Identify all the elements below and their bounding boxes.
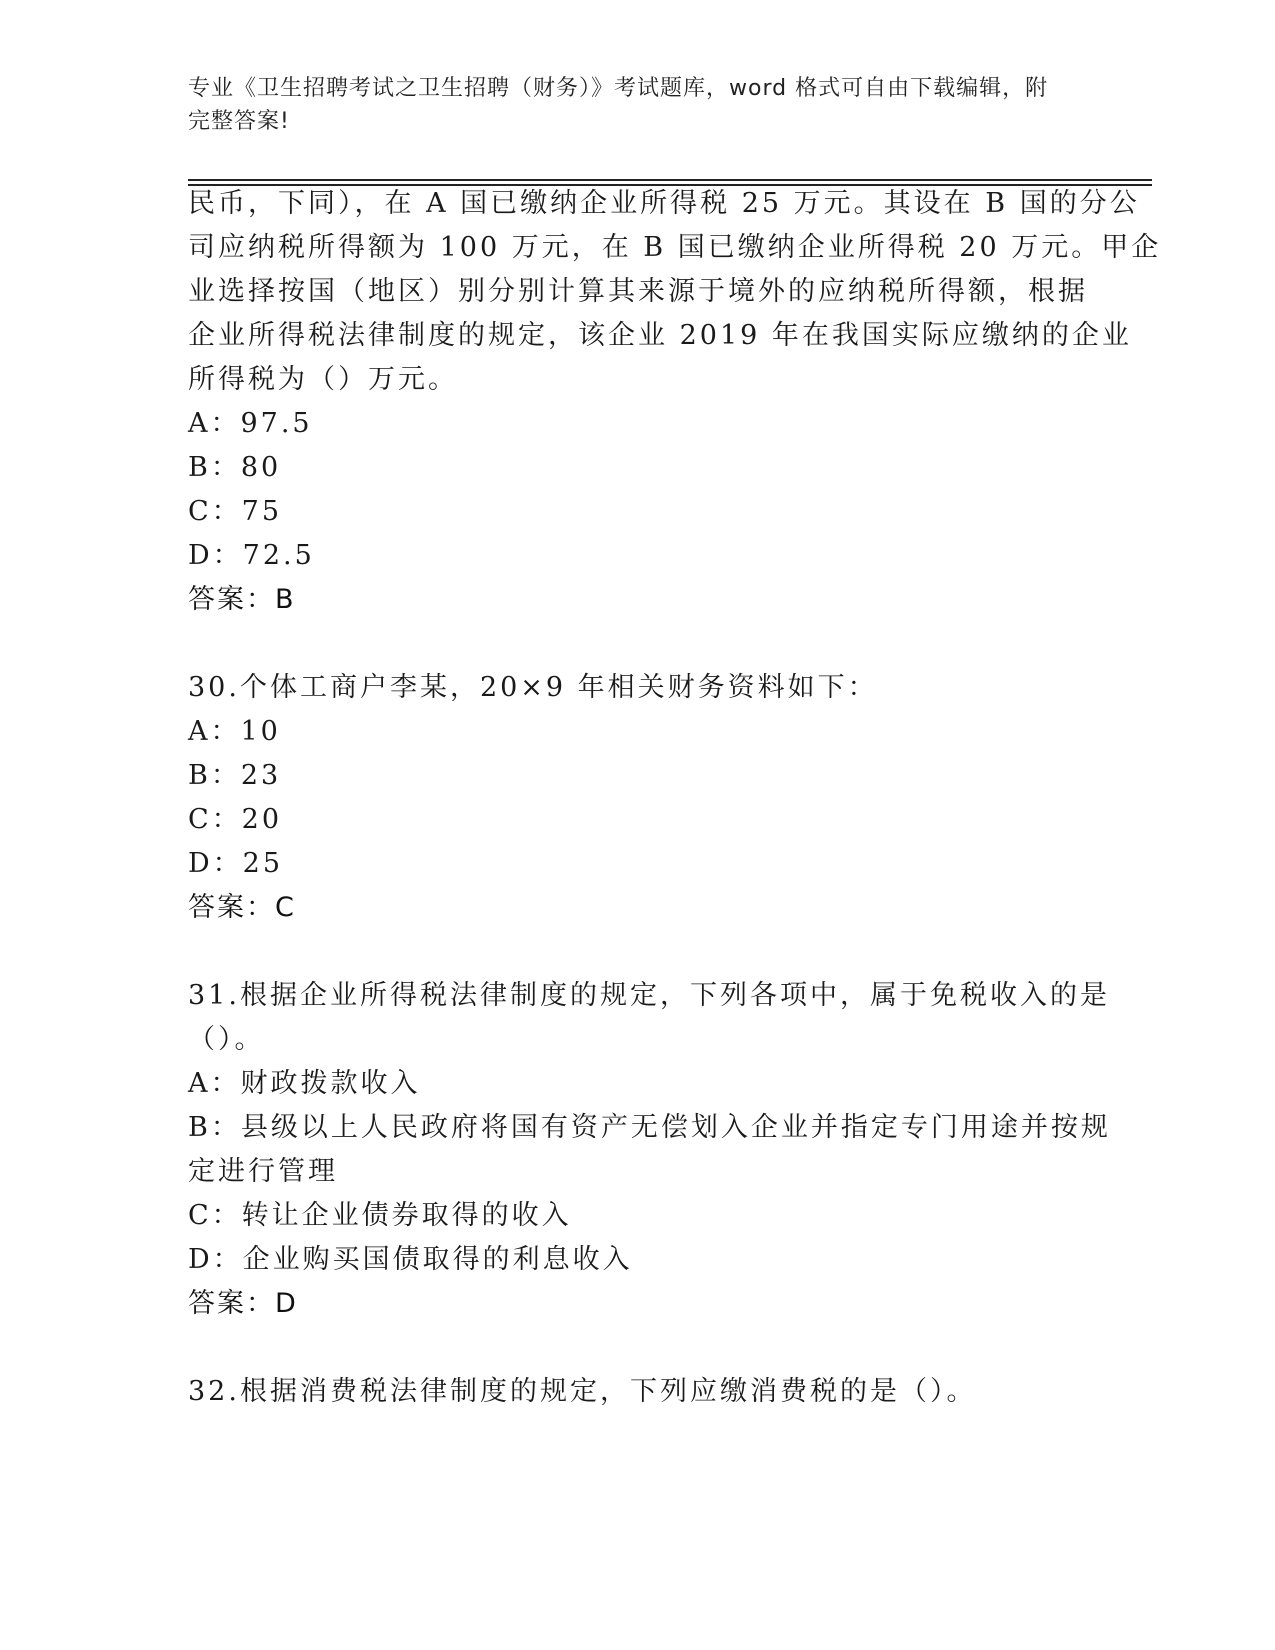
question-stem-line: 民币，下同），在 A 国已缴纳企业所得税 25 万元。其设在 B 国的分公 [188,188,1140,219]
option-b-continued: 定进行管理 [188,1156,338,1187]
header-divider-bottom [188,184,1152,186]
option-d: D：72.5 [188,540,315,571]
option-d: D：企业购买国债取得的利息收入 [188,1244,633,1275]
option-d: D：25 [188,848,284,879]
option-a: A：财政拨款收入 [188,1068,421,1099]
option-c: C：转让企业债券取得的收入 [188,1200,572,1231]
question-stem-line: 企业所得税法律制度的规定，该企业 2019 年在我国实际应缴纳的企业 [188,320,1132,351]
question-stem-line: 31.根据企业所得税法律制度的规定，下列各项中，属于免税收入的是 [188,980,1110,1011]
option-c: C：20 [188,804,283,835]
option-b: B：县级以上人民政府将国有资产无偿划入企业并指定专门用途并按规 [188,1112,1111,1143]
answer-label: 答案：D [188,1288,298,1319]
option-b: B：80 [188,452,282,483]
option-c: C：75 [188,496,283,527]
header-divider-top [188,179,1152,181]
option-b: B：23 [188,760,282,791]
question-stem-line: （）。 [188,1024,265,1055]
question-stem-line: 业选择按国（地区）别分别计算其来源于境外的应纳税所得额，根据 [188,276,1088,307]
answer-label: 答案：B [188,584,296,615]
answer-label: 答案：C [188,892,296,923]
document-header: 专业《卫生招聘考试之卫生招聘（财务）》考试题库，word 格式可自由下载编辑，附完整答案! [188,76,1049,134]
option-a: A：10 [188,716,281,747]
question-stem-line: 所得税为（）万元。 [188,364,458,395]
question-stem-line: 司应纳税所得额为 100 万元，在 B 国已缴纳企业所得税 20 万元。甲企 [188,232,1162,263]
question-stem-line: 30.个体工商户李某，20×9 年相关财务资料如下： [188,672,878,703]
option-a: A：97.5 [188,408,313,439]
question-stem-line: 32.根据消费税法律制度的规定，下列应缴消费税的是（）。 [188,1376,977,1407]
